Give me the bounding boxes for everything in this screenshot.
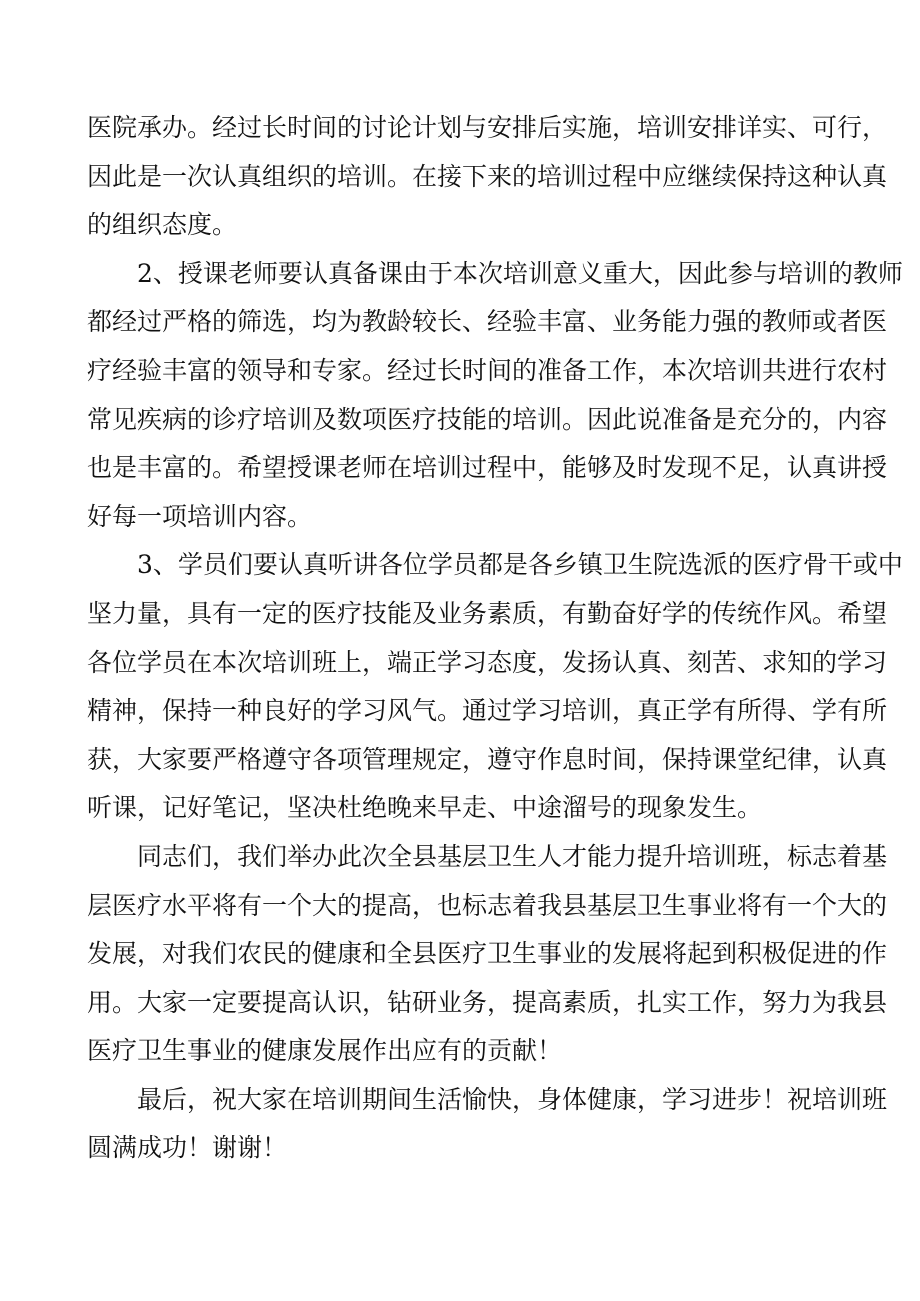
- text-line: 获，大家要严格遵守各项管理规定，遵守作息时间，保持课堂纪律，认真: [87, 744, 888, 774]
- text-line: 同志们，我们举办此次全县基层卫生人才能力提升培训班，标志着基: [137, 841, 888, 871]
- text-line: 因此是一次认真组织的培训。在接下来的培训过程中应继续保持这种认真: [87, 161, 888, 191]
- text-line: 各位学员在本次培训班上，端正学习态度，发扬认真、刻苦、求知的学习: [87, 647, 888, 677]
- text-line: 精神，保持一种良好的学习风气。通过学习培训，真正学有所得、学有所: [87, 696, 888, 726]
- text-line: 常见疾病的诊疗培训及数项医疗技能的培训。因此说准备是充分的，内容: [87, 404, 888, 434]
- text-line: 疗经验丰富的领导和专家。经过长时间的准备工作，本次培训共进行农村: [87, 355, 888, 385]
- text-line: 好每一项培训内容。: [87, 501, 313, 531]
- text-line: 医院承办。经过长时间的讨论计划与安排后实施，培训安排详实、可行，: [87, 113, 888, 142]
- paragraph-teachers: [87, 250, 903, 542]
- paragraph-organization: [87, 104, 888, 250]
- text-line: 2、授课老师要认真备课由于本次培训意义重大，因此参与培训的教师: [137, 258, 903, 288]
- text-line: 坚力量，具有一定的医疗技能及业务素质，有勤奋好学的传统作风。希望: [87, 598, 888, 628]
- text-line: 的组织态度。: [87, 210, 238, 240]
- paragraph-closing: [87, 1076, 888, 1173]
- paragraph-students: [87, 541, 903, 833]
- text-line: 医疗卫生事业的健康发展作出应有的贡献！: [87, 1036, 563, 1066]
- text-line: 最后，祝大家在培训期间生活愉快，身体健康，学习进步！祝培训班: [137, 1084, 888, 1114]
- text-line: 发展，对我们农民的健康和全县医疗卫生事业的发展将起到积极促进的作: [87, 939, 888, 969]
- text-line: 用。大家一定要提高认识，钻研业务，提高素质，扎实工作，努力为我县: [87, 987, 888, 1017]
- text-line: 圆满成功！谢谢！: [87, 1133, 288, 1163]
- document-body: [87, 104, 903, 1173]
- paragraph-comrades: [87, 833, 888, 1076]
- text-line: 3、学员们要认真听讲各位学员都是各乡镇卫生院选派的医疗骨干或中: [137, 550, 903, 580]
- text-line: 都经过严格的筛选，均为教龄较长、经验丰富、业务能力强的教师或者医: [87, 307, 888, 337]
- text-line: 也是丰富的。希望授课老师在培训过程中，能够及时发现不足，认真讲授: [87, 453, 888, 483]
- text-line: 听课，记好笔记，坚决杜绝晚来早走、中途溜号的现象发生。: [87, 793, 763, 823]
- text-line: 层医疗水平将有一个大的提高，也标志着我县基层卫生事业将有一个大的: [87, 890, 888, 920]
